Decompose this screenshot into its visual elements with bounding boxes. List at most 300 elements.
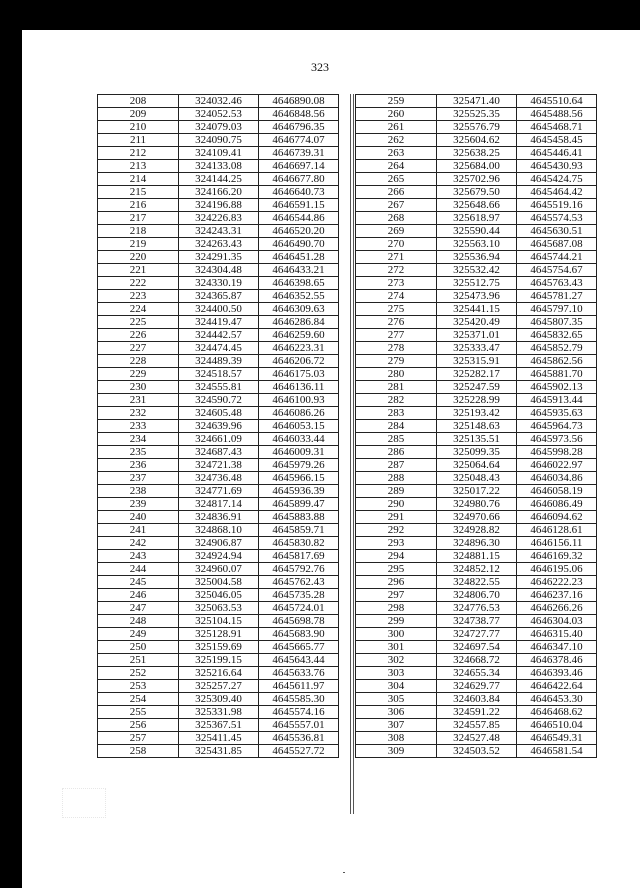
x-coordinate-cell: 324243.31: [179, 225, 259, 238]
x-coordinate-cell: 325064.64: [437, 459, 517, 472]
table-row: [98, 602, 339, 615]
table-row: [356, 355, 597, 368]
table-row: [356, 199, 597, 212]
y-coordinate-cell: 4646739.31: [259, 147, 339, 160]
point-number-cell: 259: [356, 95, 437, 108]
table-row: [98, 446, 339, 459]
table-row: [356, 719, 597, 732]
point-number-cell: 213: [98, 160, 179, 173]
y-coordinate-cell: 4646266.26: [517, 602, 597, 615]
point-number-cell: 265: [356, 173, 437, 186]
x-coordinate-cell: 325216.64: [179, 667, 259, 680]
y-coordinate-cell: 4646034.86: [517, 472, 597, 485]
point-number-cell: 233: [98, 420, 179, 433]
point-number-cell: 304: [356, 680, 437, 693]
x-coordinate-cell: 325159.69: [179, 641, 259, 654]
point-number-cell: 244: [98, 563, 179, 576]
y-coordinate-cell: 4645902.13: [517, 381, 597, 394]
point-number-cell: 263: [356, 147, 437, 160]
point-number-cell: 285: [356, 433, 437, 446]
table-row: [356, 290, 597, 303]
table-row: [98, 173, 339, 186]
y-coordinate-cell: 4645458.45: [517, 134, 597, 147]
y-coordinate-cell: 4645913.44: [517, 394, 597, 407]
y-coordinate-cell: 4646697.14: [259, 160, 339, 173]
y-coordinate-cell: 4645557.01: [259, 719, 339, 732]
x-coordinate-cell: 325104.15: [179, 615, 259, 628]
point-number-cell: 249: [98, 628, 179, 641]
point-number-cell: 226: [98, 329, 179, 342]
table-row: [356, 264, 597, 277]
table-row: [356, 641, 597, 654]
x-coordinate-cell: 325017.22: [437, 485, 517, 498]
page-number: 323: [311, 60, 329, 74]
x-coordinate-cell: 324527.48: [437, 732, 517, 745]
y-coordinate-cell: 4646195.06: [517, 563, 597, 576]
x-coordinate-cell: 324052.53: [179, 108, 259, 121]
x-coordinate-cell: 324852.12: [437, 563, 517, 576]
y-coordinate-cell: 4646086.26: [259, 407, 339, 420]
x-coordinate-cell: 324419.47: [179, 316, 259, 329]
y-coordinate-cell: 4646549.31: [517, 732, 597, 745]
y-coordinate-cell: 4646544.86: [259, 212, 339, 225]
x-coordinate-cell: 324924.94: [179, 550, 259, 563]
y-coordinate-cell: 4645797.10: [517, 303, 597, 316]
table-row: [98, 667, 339, 680]
scan-top-band: [0, 0, 640, 30]
point-number-cell: 272: [356, 264, 437, 277]
x-coordinate-cell: 324639.96: [179, 420, 259, 433]
y-coordinate-cell: 4645862.56: [517, 355, 597, 368]
table-row: [98, 433, 339, 446]
y-coordinate-cell: 4645574.53: [517, 212, 597, 225]
point-number-cell: 295: [356, 563, 437, 576]
y-coordinate-cell: 4646352.55: [259, 290, 339, 303]
table-row: [356, 628, 597, 641]
point-number-cell: 211: [98, 134, 179, 147]
y-coordinate-cell: 4645446.41: [517, 147, 597, 160]
x-coordinate-cell: 325532.42: [437, 264, 517, 277]
point-number-cell: 254: [98, 693, 179, 706]
point-number-cell: 274: [356, 290, 437, 303]
table-row: [98, 420, 339, 433]
point-number-cell: 245: [98, 576, 179, 589]
table-row: [356, 342, 597, 355]
table-row: [98, 394, 339, 407]
x-coordinate-cell: 325193.42: [437, 407, 517, 420]
y-coordinate-cell: 4646468.62: [517, 706, 597, 719]
point-number-cell: 297: [356, 589, 437, 602]
y-coordinate-cell: 4646309.63: [259, 303, 339, 316]
y-coordinate-cell: 4646009.31: [259, 446, 339, 459]
point-number-cell: 208: [98, 95, 179, 108]
point-number-cell: 219: [98, 238, 179, 251]
point-number-cell: 262: [356, 134, 437, 147]
table-row: [98, 706, 339, 719]
point-number-cell: 221: [98, 264, 179, 277]
x-coordinate-cell: 325525.35: [437, 108, 517, 121]
x-coordinate-cell: 324090.75: [179, 134, 259, 147]
y-coordinate-cell: 4645817.69: [259, 550, 339, 563]
table-row: [98, 693, 339, 706]
y-coordinate-cell: 4645510.64: [517, 95, 597, 108]
table-row: [356, 537, 597, 550]
y-coordinate-cell: 4645536.81: [259, 732, 339, 745]
y-coordinate-cell: 4646490.70: [259, 238, 339, 251]
y-coordinate-cell: 4646086.49: [517, 498, 597, 511]
table-row: [356, 95, 597, 108]
table-row: [356, 134, 597, 147]
table-row: [98, 329, 339, 342]
point-number-cell: 225: [98, 316, 179, 329]
point-number-cell: 256: [98, 719, 179, 732]
point-number-cell: 266: [356, 186, 437, 199]
x-coordinate-cell: 324226.83: [179, 212, 259, 225]
x-coordinate-cell: 325684.00: [437, 160, 517, 173]
point-number-cell: 288: [356, 472, 437, 485]
y-coordinate-cell: 4646774.07: [259, 134, 339, 147]
table-row: [98, 212, 339, 225]
point-number-cell: 228: [98, 355, 179, 368]
scan-left-band: [0, 0, 22, 888]
x-coordinate-cell: 325315.91: [437, 355, 517, 368]
y-coordinate-cell: 4646058.19: [517, 485, 597, 498]
y-coordinate-cell: 4645665.77: [259, 641, 339, 654]
x-coordinate-cell: 325679.50: [437, 186, 517, 199]
y-coordinate-cell: 4645744.21: [517, 251, 597, 264]
x-coordinate-cell: 324079.03: [179, 121, 259, 134]
y-coordinate-cell: 4646128.61: [517, 524, 597, 537]
x-coordinate-cell: 324721.38: [179, 459, 259, 472]
point-number-cell: 237: [98, 472, 179, 485]
x-coordinate-cell: 324817.14: [179, 498, 259, 511]
x-coordinate-cell: 325431.85: [179, 745, 259, 758]
x-coordinate-cell: 325420.49: [437, 316, 517, 329]
y-coordinate-cell: 4645735.28: [259, 589, 339, 602]
x-coordinate-cell: 325471.40: [437, 95, 517, 108]
point-number-cell: 309: [356, 745, 437, 758]
point-number-cell: 214: [98, 173, 179, 186]
point-number-cell: 261: [356, 121, 437, 134]
point-number-cell: 279: [356, 355, 437, 368]
y-coordinate-cell: 4646100.93: [259, 394, 339, 407]
x-coordinate-cell: 324518.57: [179, 368, 259, 381]
table-row: [356, 654, 597, 667]
point-number-cell: 284: [356, 420, 437, 433]
table-row: [356, 511, 597, 524]
table-row: [98, 147, 339, 160]
y-coordinate-cell: 4645630.51: [517, 225, 597, 238]
table-row: [356, 498, 597, 511]
x-coordinate-cell: 324928.82: [437, 524, 517, 537]
y-coordinate-cell: 4645899.47: [259, 498, 339, 511]
point-number-cell: 299: [356, 615, 437, 628]
point-number-cell: 218: [98, 225, 179, 238]
table-row: [98, 407, 339, 420]
table-row: [356, 576, 597, 589]
table-row: [98, 381, 339, 394]
x-coordinate-cell: 324330.19: [179, 277, 259, 290]
x-coordinate-cell: 324109.41: [179, 147, 259, 160]
x-coordinate-cell: 324687.43: [179, 446, 259, 459]
y-coordinate-cell: 4645527.72: [259, 745, 339, 758]
x-coordinate-cell: 325228.99: [437, 394, 517, 407]
y-coordinate-cell: 4645964.73: [517, 420, 597, 433]
table-row: [356, 550, 597, 563]
y-coordinate-cell: 4645468.71: [517, 121, 597, 134]
x-coordinate-cell: 325618.97: [437, 212, 517, 225]
table-row: [356, 667, 597, 680]
point-number-cell: 238: [98, 485, 179, 498]
point-number-cell: 209: [98, 108, 179, 121]
y-coordinate-cell: 4646259.60: [259, 329, 339, 342]
x-coordinate-cell: 324727.77: [437, 628, 517, 641]
x-coordinate-cell: 325702.96: [437, 173, 517, 186]
y-coordinate-cell: 4645792.76: [259, 563, 339, 576]
point-number-cell: 232: [98, 407, 179, 420]
table-row: [356, 316, 597, 329]
point-number-cell: 222: [98, 277, 179, 290]
x-coordinate-cell: 324776.53: [437, 602, 517, 615]
y-coordinate-cell: 4645754.67: [517, 264, 597, 277]
point-number-cell: 223: [98, 290, 179, 303]
x-coordinate-cell: 324970.66: [437, 511, 517, 524]
y-coordinate-cell: 4646796.35: [259, 121, 339, 134]
table-row: [356, 394, 597, 407]
table-row: [98, 472, 339, 485]
table-row: [356, 251, 597, 264]
point-number-cell: 275: [356, 303, 437, 316]
y-coordinate-cell: 4646581.54: [517, 745, 597, 758]
y-coordinate-cell: 4646094.62: [517, 511, 597, 524]
x-coordinate-cell: 324736.48: [179, 472, 259, 485]
point-number-cell: 270: [356, 238, 437, 251]
point-number-cell: 290: [356, 498, 437, 511]
x-coordinate-cell: 324474.45: [179, 342, 259, 355]
y-coordinate-cell: 4646022.97: [517, 459, 597, 472]
point-number-cell: 268: [356, 212, 437, 225]
table-row: [98, 290, 339, 303]
x-coordinate-cell: 324629.77: [437, 680, 517, 693]
table-row: [98, 238, 339, 251]
x-coordinate-cell: 325199.15: [179, 654, 259, 667]
y-coordinate-cell: 4646169.32: [517, 550, 597, 563]
table-row: [98, 550, 339, 563]
point-number-cell: 264: [356, 160, 437, 173]
point-number-cell: 273: [356, 277, 437, 290]
point-number-cell: 294: [356, 550, 437, 563]
y-coordinate-cell: 4646398.65: [259, 277, 339, 290]
table-row: [356, 706, 597, 719]
table-row: [98, 615, 339, 628]
x-coordinate-cell: 325257.27: [179, 680, 259, 693]
x-coordinate-cell: 325099.35: [437, 446, 517, 459]
table-row: [98, 589, 339, 602]
y-coordinate-cell: 4645585.30: [259, 693, 339, 706]
x-coordinate-cell: 325638.25: [437, 147, 517, 160]
table-row: [98, 264, 339, 277]
table-row: [98, 745, 339, 758]
y-coordinate-cell: 4645574.16: [259, 706, 339, 719]
point-number-cell: 283: [356, 407, 437, 420]
point-number-cell: 235: [98, 446, 179, 459]
point-number-cell: 278: [356, 342, 437, 355]
y-coordinate-cell: 4645488.56: [517, 108, 597, 121]
y-coordinate-cell: 4646520.20: [259, 225, 339, 238]
table-row: [356, 446, 597, 459]
table-row: [356, 459, 597, 472]
point-number-cell: 277: [356, 329, 437, 342]
x-coordinate-cell: 324697.54: [437, 641, 517, 654]
table-row: [98, 108, 339, 121]
table-row: [98, 251, 339, 264]
point-number-cell: 246: [98, 589, 179, 602]
scan-speck: [343, 872, 345, 873]
table-row: [98, 485, 339, 498]
table-row: [98, 225, 339, 238]
y-coordinate-cell: 4646304.03: [517, 615, 597, 628]
point-number-cell: 227: [98, 342, 179, 355]
x-coordinate-cell: 324503.52: [437, 745, 517, 758]
x-coordinate-cell: 325004.58: [179, 576, 259, 589]
table-row: [356, 212, 597, 225]
x-coordinate-cell: 325331.98: [179, 706, 259, 719]
y-coordinate-cell: 4646222.23: [517, 576, 597, 589]
table-row: [356, 238, 597, 251]
table-row: [356, 108, 597, 121]
y-coordinate-cell: 4645763.43: [517, 277, 597, 290]
table-row: [98, 316, 339, 329]
table-row: [356, 472, 597, 485]
y-coordinate-cell: 4646640.73: [259, 186, 339, 199]
table-row: [356, 225, 597, 238]
y-coordinate-cell: 4646677.80: [259, 173, 339, 186]
y-coordinate-cell: 4646033.44: [259, 433, 339, 446]
y-coordinate-cell: 4646890.08: [259, 95, 339, 108]
x-coordinate-cell: 325148.63: [437, 420, 517, 433]
x-coordinate-cell: 324822.55: [437, 576, 517, 589]
y-coordinate-cell: 4646156.11: [517, 537, 597, 550]
x-coordinate-cell: 325411.45: [179, 732, 259, 745]
y-coordinate-cell: 4645832.65: [517, 329, 597, 342]
table-row: [98, 524, 339, 537]
point-number-cell: 255: [98, 706, 179, 719]
point-number-cell: 234: [98, 433, 179, 446]
table-row: [356, 732, 597, 745]
point-number-cell: 287: [356, 459, 437, 472]
y-coordinate-cell: 4645724.01: [259, 602, 339, 615]
x-coordinate-cell: 324304.48: [179, 264, 259, 277]
x-coordinate-cell: 325247.59: [437, 381, 517, 394]
x-coordinate-cell: 324591.22: [437, 706, 517, 719]
table-row: [98, 576, 339, 589]
y-coordinate-cell: 4645936.39: [259, 485, 339, 498]
point-number-cell: 305: [356, 693, 437, 706]
y-coordinate-cell: 4645643.44: [259, 654, 339, 667]
table-row: [356, 563, 597, 576]
y-coordinate-cell: 4645687.08: [517, 238, 597, 251]
x-coordinate-cell: 324365.87: [179, 290, 259, 303]
point-number-cell: 302: [356, 654, 437, 667]
x-coordinate-cell: 324836.91: [179, 511, 259, 524]
x-coordinate-cell: 324605.48: [179, 407, 259, 420]
point-number-cell: 301: [356, 641, 437, 654]
x-coordinate-cell: 324133.08: [179, 160, 259, 173]
x-coordinate-cell: 325512.75: [437, 277, 517, 290]
table-row: [356, 186, 597, 199]
y-coordinate-cell: 4645464.42: [517, 186, 597, 199]
x-coordinate-cell: 324291.35: [179, 251, 259, 264]
table-row: [98, 680, 339, 693]
table-row: [98, 459, 339, 472]
y-coordinate-cell: 4645611.97: [259, 680, 339, 693]
point-number-cell: 307: [356, 719, 437, 732]
x-coordinate-cell: 324489.39: [179, 355, 259, 368]
point-number-cell: 231: [98, 394, 179, 407]
table-row: [356, 368, 597, 381]
y-coordinate-cell: 4646848.56: [259, 108, 339, 121]
point-number-cell: 250: [98, 641, 179, 654]
x-coordinate-cell: 324603.84: [437, 693, 517, 706]
y-coordinate-cell: 4645966.15: [259, 472, 339, 485]
point-number-cell: 212: [98, 147, 179, 160]
y-coordinate-cell: 4645883.88: [259, 511, 339, 524]
y-coordinate-cell: 4646136.11: [259, 381, 339, 394]
table-row: [98, 95, 339, 108]
point-number-cell: 224: [98, 303, 179, 316]
x-coordinate-cell: 325048.43: [437, 472, 517, 485]
y-coordinate-cell: 4645979.26: [259, 459, 339, 472]
x-coordinate-cell: 324557.85: [437, 719, 517, 732]
table-row: [98, 628, 339, 641]
table-row: [98, 368, 339, 381]
y-coordinate-cell: 4646393.46: [517, 667, 597, 680]
y-coordinate-cell: 4645781.27: [517, 290, 597, 303]
y-coordinate-cell: 4646286.84: [259, 316, 339, 329]
point-number-cell: 210: [98, 121, 179, 134]
x-coordinate-cell: 324906.87: [179, 537, 259, 550]
x-coordinate-cell: 324166.20: [179, 186, 259, 199]
table-row: [98, 732, 339, 745]
x-coordinate-cell: 325604.62: [437, 134, 517, 147]
point-number-cell: 291: [356, 511, 437, 524]
point-number-cell: 260: [356, 108, 437, 121]
x-coordinate-cell: 325371.01: [437, 329, 517, 342]
point-number-cell: 306: [356, 706, 437, 719]
faded-stamp-mark: [62, 788, 106, 818]
table-row: [98, 303, 339, 316]
y-coordinate-cell: 4646315.40: [517, 628, 597, 641]
table-row: [356, 407, 597, 420]
x-coordinate-cell: 324655.34: [437, 667, 517, 680]
y-coordinate-cell: 4645935.63: [517, 407, 597, 420]
x-coordinate-cell: 325063.53: [179, 602, 259, 615]
point-number-cell: 253: [98, 680, 179, 693]
y-coordinate-cell: 4646422.64: [517, 680, 597, 693]
point-number-cell: 293: [356, 537, 437, 550]
table-row: [356, 433, 597, 446]
point-number-cell: 269: [356, 225, 437, 238]
table-row: [98, 511, 339, 524]
y-coordinate-cell: 4645998.28: [517, 446, 597, 459]
y-coordinate-cell: 4646175.03: [259, 368, 339, 381]
x-coordinate-cell: 324738.77: [437, 615, 517, 628]
x-coordinate-cell: 324661.09: [179, 433, 259, 446]
y-coordinate-cell: 4646053.15: [259, 420, 339, 433]
table-row: [98, 186, 339, 199]
y-coordinate-cell: 4646591.15: [259, 199, 339, 212]
point-number-cell: 229: [98, 368, 179, 381]
